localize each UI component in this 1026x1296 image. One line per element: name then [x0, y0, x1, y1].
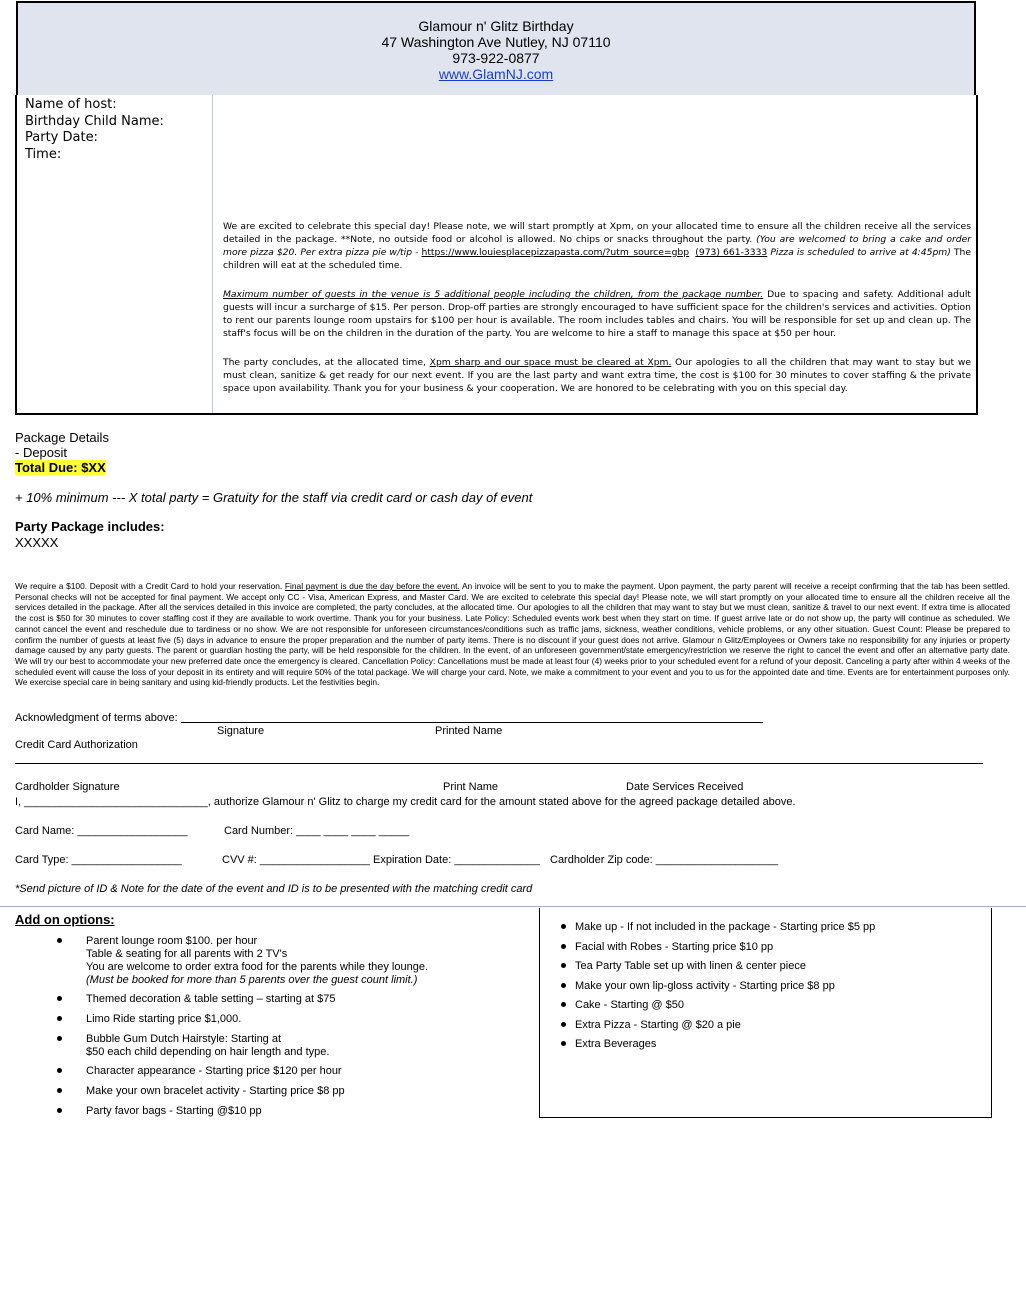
cc-auth-label: Credit Card Authorization: [15, 739, 138, 751]
card-number-field[interactable]: Card Number: ____ ____ ____ _____: [224, 825, 410, 837]
ack-label: Acknowledgment of terms above:: [15, 712, 178, 724]
total-due: [15, 460, 109, 475]
bullet-icon: [561, 1002, 566, 1007]
bullet-icon: [57, 1068, 62, 1073]
bullet-icon: [561, 1041, 566, 1046]
list-item: [561, 921, 986, 934]
bullet-icon: [561, 924, 566, 929]
addon-text: Make up - If not included in the package - Starting price $5 pp: [575, 921, 876, 933]
pizza-arrival: Pizza is scheduled to arrive at 4:45pm): [767, 247, 951, 258]
max-guests-text: Maximum number of guests in the venue is 5 additional people including the children, from the package number.: [223, 289, 764, 300]
notice-paragraph-2: [223, 288, 971, 340]
website-link[interactable]: www.GlamNJ.com: [438, 66, 554, 82]
cardholder-signature-label: Cardholder Signature: [15, 781, 120, 793]
cardholder-signature-line[interactable]: [15, 763, 983, 764]
package-includes: [15, 519, 165, 551]
list-item: [57, 935, 527, 987]
list-item: [561, 1019, 986, 1032]
gratuity-note: + 10% minimum --- X total party = Gratuity for the staff via credit card or cash day of event: [15, 490, 533, 505]
addon-text: Limo Ride starting price $1,000.: [86, 1013, 242, 1025]
addon-text: Extra Beverages: [575, 1038, 657, 1050]
list-item: [57, 1105, 527, 1118]
package-details: [15, 430, 109, 475]
addon-text: $50 each child depending on hair length and type.: [86, 1046, 330, 1058]
zip-field[interactable]: Cardholder Zip code: ____________________: [550, 854, 779, 866]
list-item: [561, 980, 986, 993]
expiration-field[interactable]: Expiration Date: ______________: [373, 854, 540, 866]
notice-paragraph-3: [223, 356, 971, 395]
date-services-label: Date Services Received: [626, 781, 744, 793]
bullet-icon: [561, 1022, 566, 1027]
addons-left-list: [57, 935, 527, 1125]
business-address: 47 Washington Ave Nutley, NJ 07110: [381, 34, 611, 50]
notice-text: We are excited to celebrate this special day! Please note, we will start promptly at Xpm, on your allocated time to ensure all the children receive all the services detailed in the package. **Note, no outside food or alcohol is allowed. No chips or snacks throughout the party.: [223, 221, 971, 245]
list-item: [57, 1085, 527, 1098]
id-note: *Send picture of ID & Note for the date of the event and ID is to be presented with the matching credit card: [15, 883, 533, 895]
bullet-icon: [57, 1088, 62, 1093]
addon-text: Table & seating for all parents with 2 TV's: [86, 948, 288, 960]
bullet-icon: [57, 1016, 62, 1021]
notice-text: Our apologies to all the children that may want to stay but we must clean, sanitize & get ready for our next event. If you are the last party and want extra time, the cost is $100 for 30 minutes to cover staffing & the private space upon availability. Thank you for your business & your cooperation. We are honored to be celebrating with you on this special day.: [223, 357, 971, 394]
party-date-label: Party Date:: [25, 130, 98, 145]
bullet-icon: [57, 1036, 62, 1041]
bullet-icon: [561, 944, 566, 949]
addon-text: Party favor bags - Starting @$10 pp: [86, 1105, 262, 1117]
addon-text: Make your own lip-gloss activity - Starting price $8 pp: [575, 979, 835, 992]
addon-text: Cake - Starting @ $50: [575, 999, 684, 1011]
final-payment-text: Final payment is due the day before the event.: [284, 581, 460, 591]
notice-text: Due to spacing and safety. Additional adult guests will incur a surcharge of $15. Per person. Drop-off parties are strongly encouraged to have sufficient space for the children's services and activities. Option to rent our parents lounge room upstairs for $100 per hour is available. The room includes tables and chairs. You will be responsible for set up and clean up. The staff's focus will be on the children in the duration of the party. You are welcome to hire a staff to manage this space at $50 per hour.: [223, 289, 971, 339]
terms-text: An invoice will be sent to you to make the payment. Upon payment, the party parent will receive a receipt confirming that the tab has been settled. Personal checks will not be accepted for final payment. We accept only CC - Visa, American Express, and Master Card. We are excited to celebrate this special day! Please note, we will start promptly on your allocated time to ensure all the children receive all the services detailed in the package. After all the services detailed in this invoice are completed, the party concludes, at the allocated time. Our apologies to all the children that may want to stay but we must clean, sanitize & travel to our next event. If extra time is allocated the cost is $50 for 30 minutes to cover staffing cost if they are available to work overtime. Thank you for your business. Late Policy: Scheduled events work best when they start on time. If guest arrive late or do not show up, the party will continue as scheduled. We cannot cancel the event and reschedule due to tardiness or no show. We are not responsible for unforeseen circumstances/conditions such as traffic jams, sickness, weather conditions, vehicle problems, or any other situation. Guest Count: Please be prepared to confirm the number of guests at least five (5) days in advance to ensure the proper preparation and the number of party items. There is no discount if your guest does not arrive. Glamour n Glitz/Employees or Owners take no responsibility for any injuries or property damage caused by any party guests. The parent or guardian hosting the party, will be held responsible for the children. In the event, of an unforeseen government/state emergency/restriction we reserve the right to cancel the event and offer an alternative party date. We will try our best to accommodate your new preferred date once the emergency is cleared. Cancellation Policy: Cancellations must be made at least four (4) weeks prior to your scheduled event for a refund of your deposit. Canceling a party after within 4 weeks of the scheduled event will cause the loss of your deposit in its entirety and will require 50% of the total package. We will charge your card. Note, we make a commitment to your event and you to us for the appointed date and time. Events are for entertainment purposes only. We exercise special care in being sanitary and using kid-friendly products. Let the festivities begin.: [15, 581, 1011, 688]
time-label: Time:: [25, 146, 62, 162]
pizza-phone: (973) 661-3333: [695, 247, 768, 258]
notice-text: The children will eat at the scheduled time.: [223, 247, 972, 271]
card-name-field[interactable]: Card Name: __________________: [15, 825, 188, 837]
package-includes-value: XXXXX: [15, 535, 59, 550]
bullet-icon: [57, 938, 62, 943]
authorization-statement: [15, 796, 796, 808]
list-item: [561, 999, 986, 1012]
addon-text: Character appearance - Starting price $120 per hour: [86, 1065, 342, 1077]
addon-text: You are welcome to order extra food for the parents while they lounge.: [86, 961, 429, 973]
ack-signature-line[interactable]: [181, 722, 763, 723]
authorize-text: authorize Glamour n' Glitz to charge my credit card for the amount stated above for the agreed package detailed above.: [213, 796, 796, 808]
party-info-labels: [17, 95, 213, 413]
printed-name-label: Printed Name: [435, 725, 503, 737]
bullet-icon: [561, 963, 566, 968]
addon-text: Extra Pizza - Starting @ $20 a pie: [575, 1018, 741, 1031]
notice-paragraph-1: [223, 220, 971, 272]
print-name-label: Print Name: [443, 781, 499, 793]
package-deposit: - Deposit: [15, 445, 68, 460]
list-item: [57, 1013, 527, 1026]
addon-text: Facial with Robes - Starting price $10 pp: [575, 940, 774, 953]
party-info-box: [15, 95, 978, 415]
addon-note: (Must be booked for more than 5 parents over the guest count limit.): [86, 974, 418, 986]
terms-text: We require a $100. Deposit with a Credit Card to hold your reservation.: [15, 581, 285, 591]
list-item: [57, 1065, 527, 1078]
list-item: [57, 993, 527, 1006]
business-name: Glamour n' Glitz Birthday: [418, 18, 574, 34]
host-name-label: Name of host:: [25, 97, 117, 112]
package-includes-label: Party Package includes:: [15, 519, 165, 534]
header: [16, 1, 976, 95]
addon-text: Bubble Gum Dutch Hairstyle: Starting at: [86, 1033, 282, 1045]
terms-paragraph: [15, 581, 1010, 688]
notice-text-italic: (You are welcomed to bring a cake and order more pizza $20. Per extra pizza pie w/tip -: [223, 234, 972, 258]
end-time-text: Xpm sharp and our space must be cleared at Xpm.: [429, 357, 672, 368]
child-name-label: Birthday Child Name:: [25, 113, 164, 129]
list-item: [561, 941, 986, 954]
bullet-icon: [57, 996, 62, 1001]
package-title: Package Details: [15, 430, 109, 445]
addon-text: Themed decoration & table setting – starting at $75: [86, 993, 336, 1005]
addons-title: Add on options:: [15, 912, 115, 927]
business-phone: 973-922-0877: [452, 50, 540, 66]
bullet-icon: [57, 1108, 62, 1113]
cvv-field[interactable]: CVV #: __________________: [222, 854, 371, 866]
party-notice: [223, 220, 971, 411]
list-item: [57, 1033, 527, 1059]
bullet-icon: [561, 983, 566, 988]
total-due-text: Total Due: $XX: [15, 460, 106, 475]
addons-right-list: [561, 921, 986, 1058]
signature-label: Signature: [217, 725, 265, 737]
addon-text: Make your own bracelet activity - Starting price $8 pp: [86, 1085, 345, 1097]
list-item: [561, 960, 986, 973]
pizza-link[interactable]: https://www.louiesplacepizzapasta.com/?utm_source=gbp: [421, 247, 690, 258]
addon-text: Parent lounge room $100. per hour: [86, 935, 258, 947]
addon-text: Tea Party Table set up with linen & center piece: [575, 960, 806, 972]
addons-divider: [0, 906, 1026, 907]
list-item: [561, 1038, 986, 1051]
authorize-name-field[interactable]: I, ______________________________,: [15, 796, 211, 808]
notice-text: The party concludes, at the allocated time,: [223, 357, 430, 368]
card-type-field[interactable]: Card Type: __________________: [15, 854, 182, 866]
